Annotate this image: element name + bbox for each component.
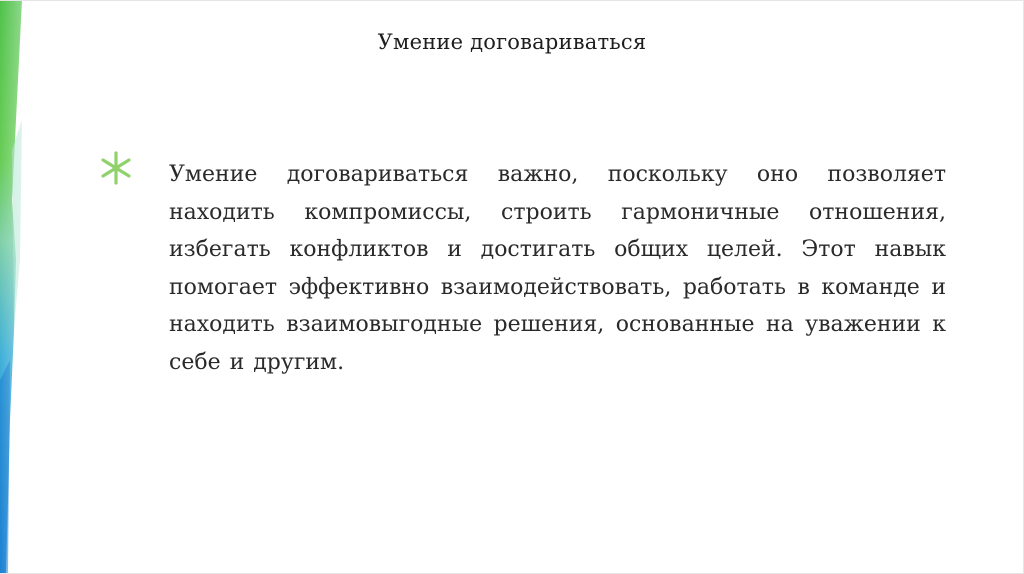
bullet-paragraph: Умение договариваться важно, поскольку оно позволяет находить компромиссы, строить гармоничные отношения, избегать конфликтов и достигать общих целей. Этот навык помогает эффективно взаимодействовать, работать в команде и находить взаимовыгодные решения, основанные на уважении к себе и другим. <box>169 162 946 375</box>
decorative-side-strip <box>0 0 22 574</box>
asterisk-icon <box>96 148 136 188</box>
slide-title: Умение договариваться <box>377 30 647 54</box>
